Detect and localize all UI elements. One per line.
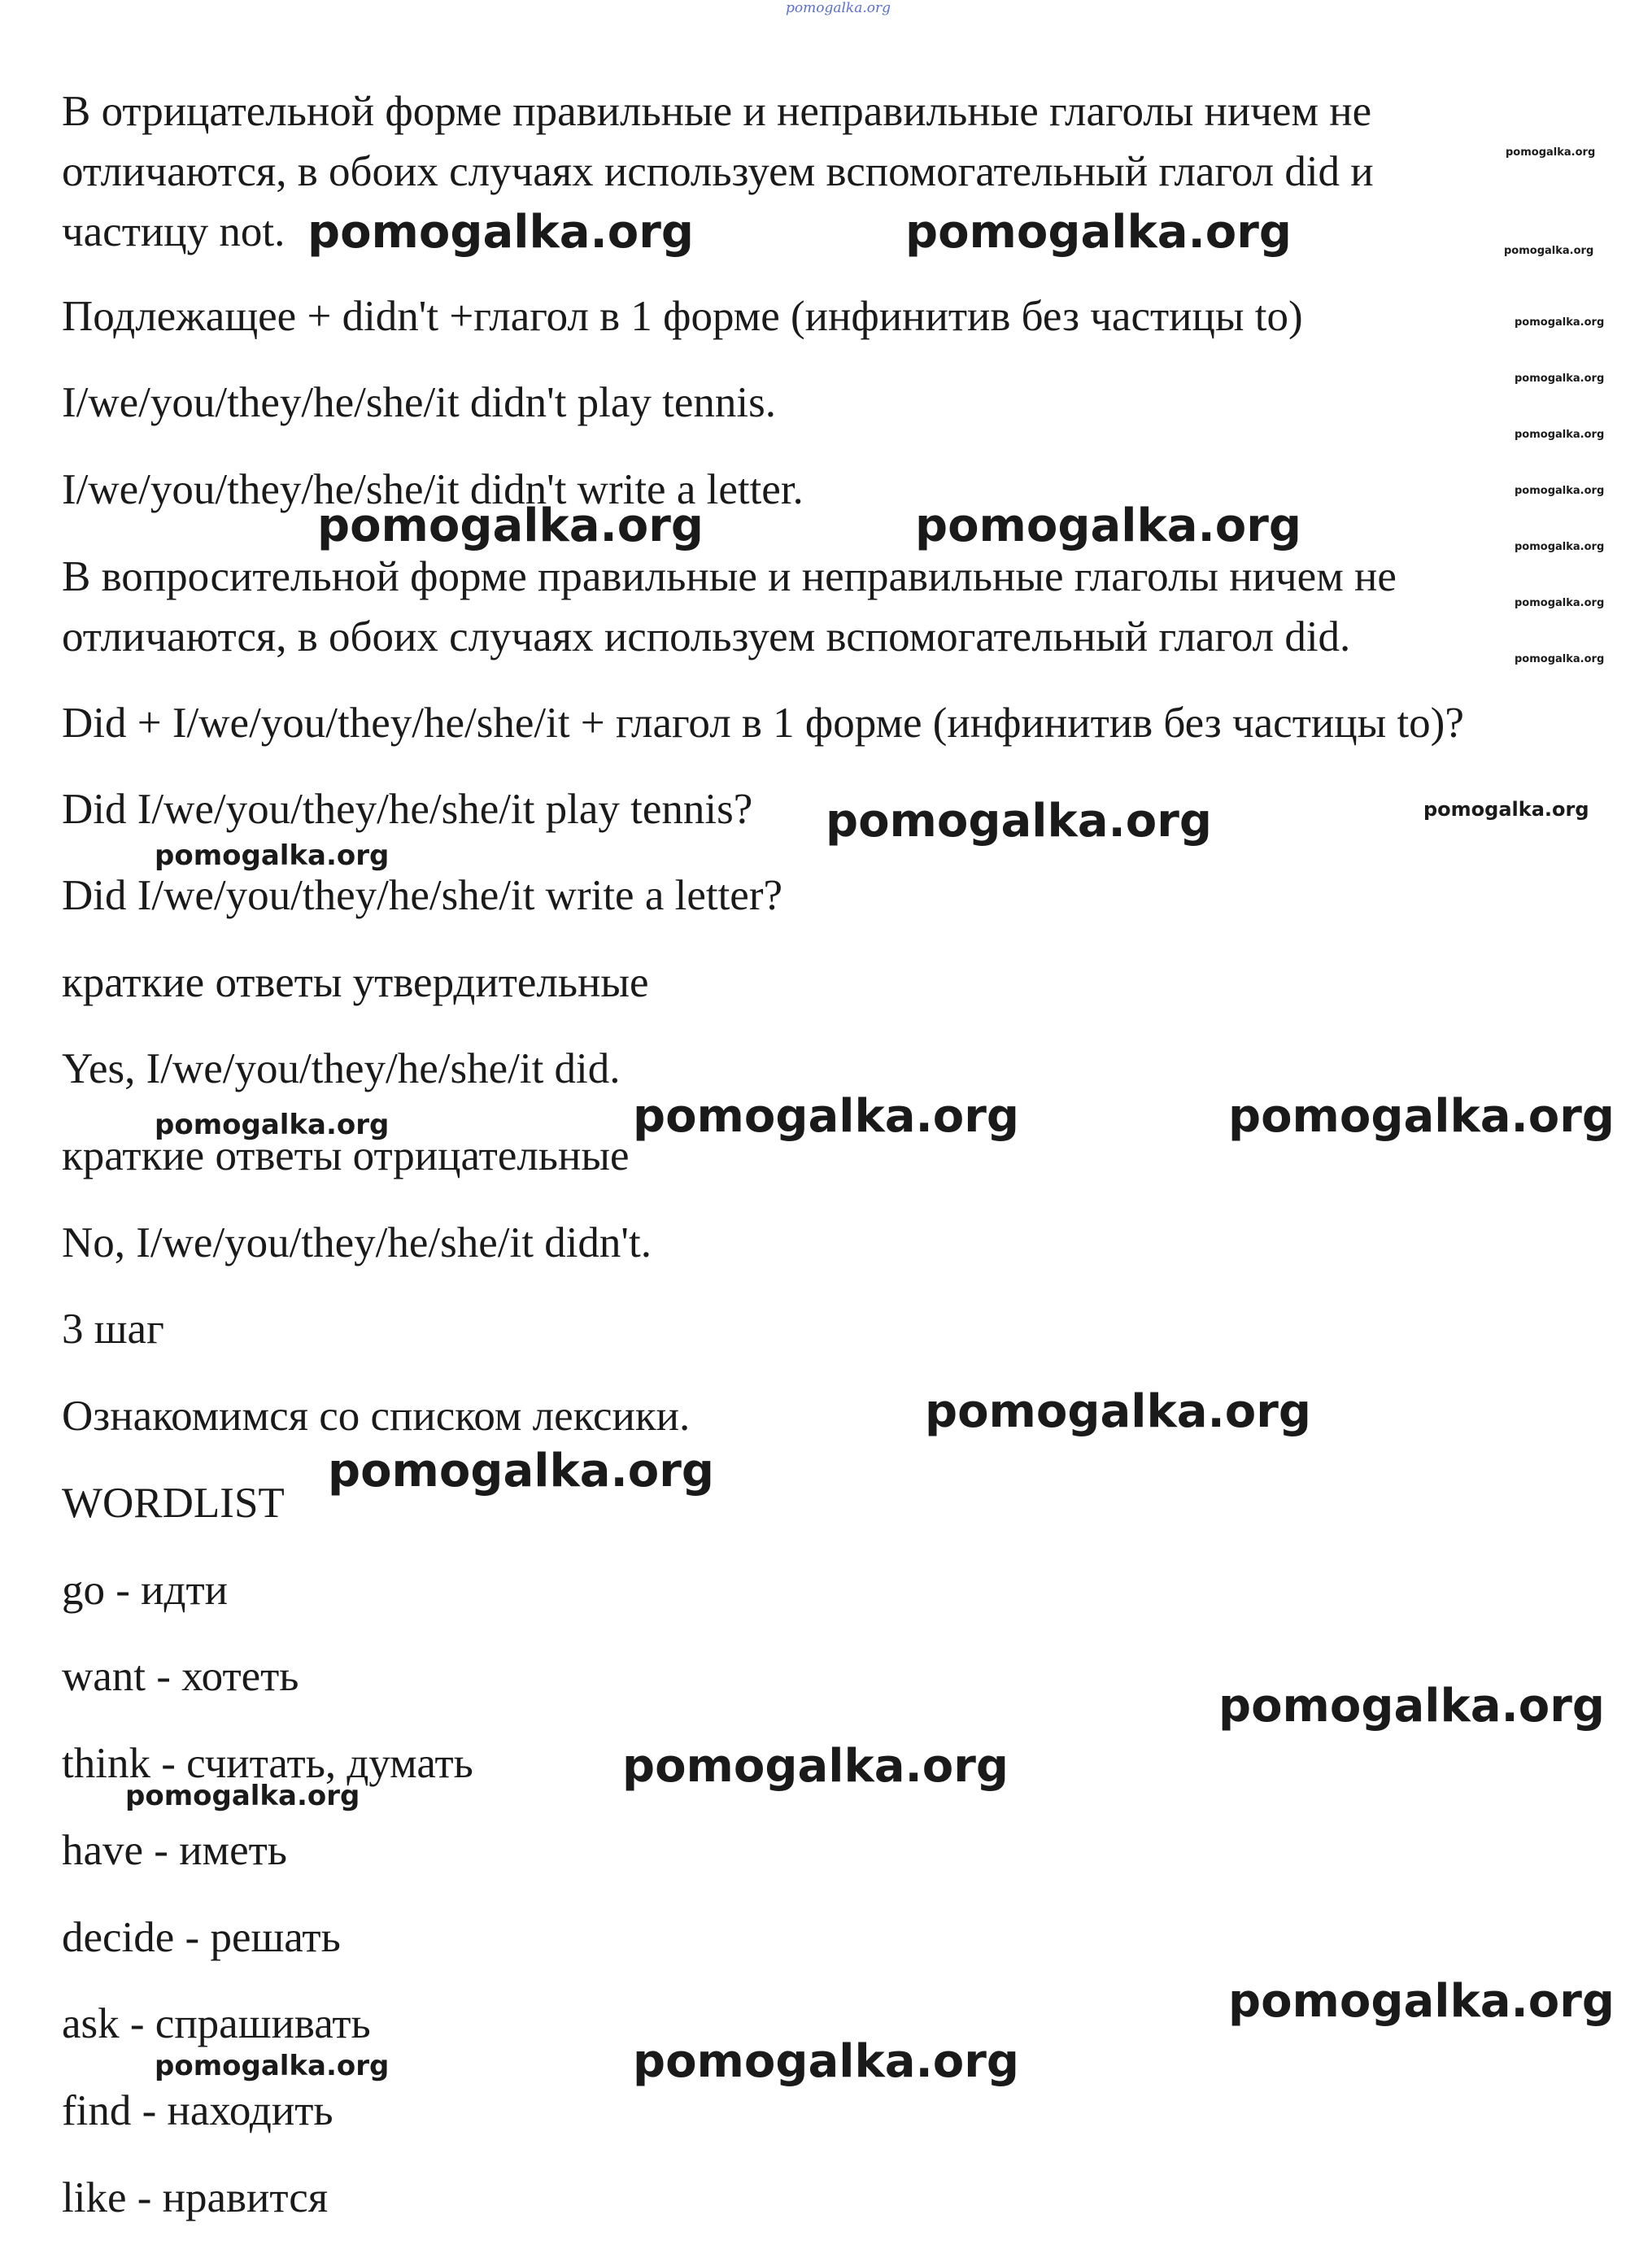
text-line: No, I/we/you/they/he/she/it didn't.: [62, 1219, 652, 1266]
watermark: pomogalka.org: [307, 206, 694, 259]
watermark: pomogalka.org: [125, 1780, 360, 1812]
text-line: В вопросительной форме правильные и неправильные глаголы ничем не: [62, 553, 1397, 600]
watermark: pomogalka.org: [317, 499, 704, 552]
text-line: Yes, I/we/you/they/he/she/it did.: [62, 1045, 621, 1092]
watermark: pomogalka.org: [328, 1445, 714, 1497]
text-line: ask - спрашивать: [62, 2000, 371, 2047]
watermark: pomogalka.org: [915, 499, 1301, 552]
watermark: pomogalka.org: [155, 2050, 390, 2082]
watermark: pomogalka.org: [622, 1740, 1009, 1793]
text-line: WORDLIST: [62, 1480, 285, 1527]
watermark: pomogalka.org: [1506, 146, 1596, 159]
text-line: Подлежащее + didn't +глагол в 1 форме (инфинитив без частицы to): [62, 293, 1303, 340]
watermark: pomogalka.org: [1515, 653, 1605, 665]
watermark: pomogalka.org: [1218, 1680, 1605, 1733]
watermark: pomogalka.org: [1228, 1975, 1615, 2028]
watermark: pomogalka.org: [155, 839, 390, 872]
watermark: pomogalka.org: [1228, 1090, 1615, 1143]
watermark: pomogalka.org: [155, 1109, 390, 1141]
text-line: Did + I/we/you/they/he/she/it + глагол в 1 форме (инфинитив без частицы to)?: [62, 700, 1464, 747]
watermark: pomogalka.org: [925, 1385, 1311, 1438]
text-line: I/we/you/they/he/she/it didn't write a letter.: [62, 466, 804, 513]
text-line: decide - решать: [62, 1914, 341, 1961]
text-line: краткие ответы отрицательные: [62, 1132, 630, 1179]
text-line: have - иметь: [62, 1827, 287, 1874]
text-line: I/we/you/they/he/she/it didn't play tennis.: [62, 379, 777, 426]
text-line: think - считать, думать: [62, 1740, 473, 1787]
watermark: pomogalka.org: [633, 1090, 1019, 1143]
watermark: pomogalka.org: [905, 206, 1292, 259]
text-line: like - нравится: [62, 2174, 329, 2221]
text-line: 3 шаг: [62, 1306, 164, 1353]
watermark: pomogalka.org: [1423, 798, 1589, 821]
text-line: краткие ответы утвердительные: [62, 959, 649, 1006]
text-line: В отрицательной форме правильные и неправильные глаголы ничем не: [62, 88, 1372, 135]
watermark: pomogalka.org: [1515, 541, 1605, 553]
watermark: pomogalka.org: [1504, 245, 1594, 257]
watermark: pomogalka.org: [826, 795, 1212, 848]
text-line: частицу not.: [62, 208, 286, 255]
watermark: pomogalka.org: [1515, 597, 1605, 609]
text-line: отличаются, в обоих случаях используем вспомогательный глагол did.: [62, 613, 1351, 660]
watermark: pomogalka.org: [1515, 429, 1605, 441]
watermark: pomogalka.org: [1515, 373, 1605, 385]
text-line: want - хотеть: [62, 1653, 299, 1700]
text-line: Did I/we/you/they/he/she/it play tennis?: [62, 786, 753, 833]
text-line: Did I/we/you/they/he/she/it write a letter?: [62, 872, 782, 919]
watermark: pomogalka.org: [1515, 316, 1605, 329]
watermark: pomogalka.org: [1515, 485, 1605, 497]
text-line: Ознакомимся со списком лексики.: [62, 1393, 691, 1440]
watermark: pomogalka.org: [633, 2035, 1019, 2088]
text-line: find - находить: [62, 2087, 333, 2134]
text-line: go - идти: [62, 1567, 229, 1614]
text-line: отличаются, в обоих случаях используем вспомогательный глагол did и: [62, 148, 1374, 195]
header-watermark: pomogalka.org: [786, 0, 891, 16]
